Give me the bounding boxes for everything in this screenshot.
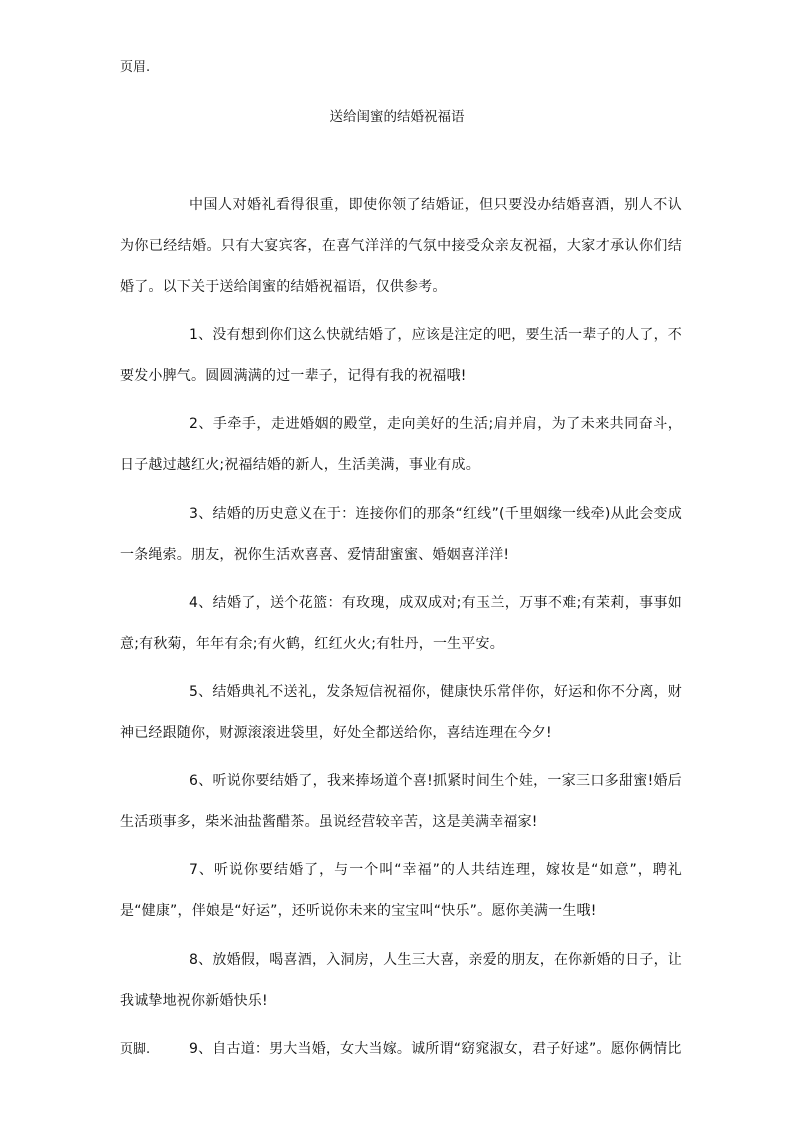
blessing-paragraph-5: 5、结婚典礼不送礼，发条短信祝福你，健康快乐常伴你，好运和你不分离，财神已经跟随你，财源滚滚进袋里，好处全都送给你，喜结连理在今夕! — [120, 683, 682, 741]
blessing-paragraph-7: 7、听说你要结婚了，与一个叫“幸福”的人共结连理，嫁妆是“如意”，聘礼是“健康”，伴娘是“好运”，还听说你未来的宝宝叫“快乐”。愿你美满一生哦! — [120, 862, 682, 920]
page-header: 页眉. — [120, 60, 151, 75]
blessing-paragraph-9: 9、自古道：男大当婚，女大当嫁。诚所谓“窈窕淑女，君子好逑”。愿你俩情比 — [189, 1040, 682, 1057]
blessing-paragraph-8: 8、放婚假，喝喜酒，入洞房，人生三大喜，亲爱的朋友，在你新婚的日子，让我诚挚地祝你新婚快乐! — [120, 951, 682, 1009]
document-title: 送给闺蜜的结婚祝福语 — [329, 109, 465, 125]
page-footer: 页脚. — [120, 1042, 151, 1057]
blessing-paragraph-3: 3、结婚的历史意义在于：连接你们的那条“红线”(千里姻缘一线牵)从此会变成一条绳索。朋友，祝你生活欢喜喜、爱情甜蜜蜜、婚姻喜洋洋! — [120, 505, 682, 563]
blessing-paragraph-1: 1、没有想到你们这么快就结婚了，应该是注定的吧，要生活一辈子的人了，不要发小脾气。圆圆满满的过一辈子，记得有我的祝福哦! — [120, 327, 682, 385]
blessing-paragraph-4: 4、结婚了，送个花篮：有玫瑰，成双成对;有玉兰，万事不难;有茉莉，事事如意;有秋菊，年年有余;有火鹤，红红火火;有牡丹，一生平安。 — [120, 594, 682, 652]
intro-paragraph: 中国人对婚礼看得很重，即使你领了结婚证，但只要没办结婚喜酒，别人不认为你已经结婚。只有大宴宾客，在喜气洋洋的气氛中接受众亲友祝福，大家才承认你们结婚了。以下关于送给闺蜜的结婚祝福语，仅供参考。 — [120, 197, 682, 295]
document-body — [120, 185, 682, 1077]
blessing-paragraph-2: 2、手牵手，走进婚姻的殿堂，走向美好的生活;肩并肩，为了未来共同奋斗，日子越过越红火;祝福结婚的新人，生活美满，事业有成。 — [120, 416, 682, 474]
blessing-paragraph-6: 6、听说你要结婚了，我来捧场道个喜!抓紧时间生个娃，一家三口多甜蜜!婚后生活琐事多，柴米油盐酱醋茶。虽说经营较辛苦，这是美满幸福家! — [120, 773, 682, 831]
